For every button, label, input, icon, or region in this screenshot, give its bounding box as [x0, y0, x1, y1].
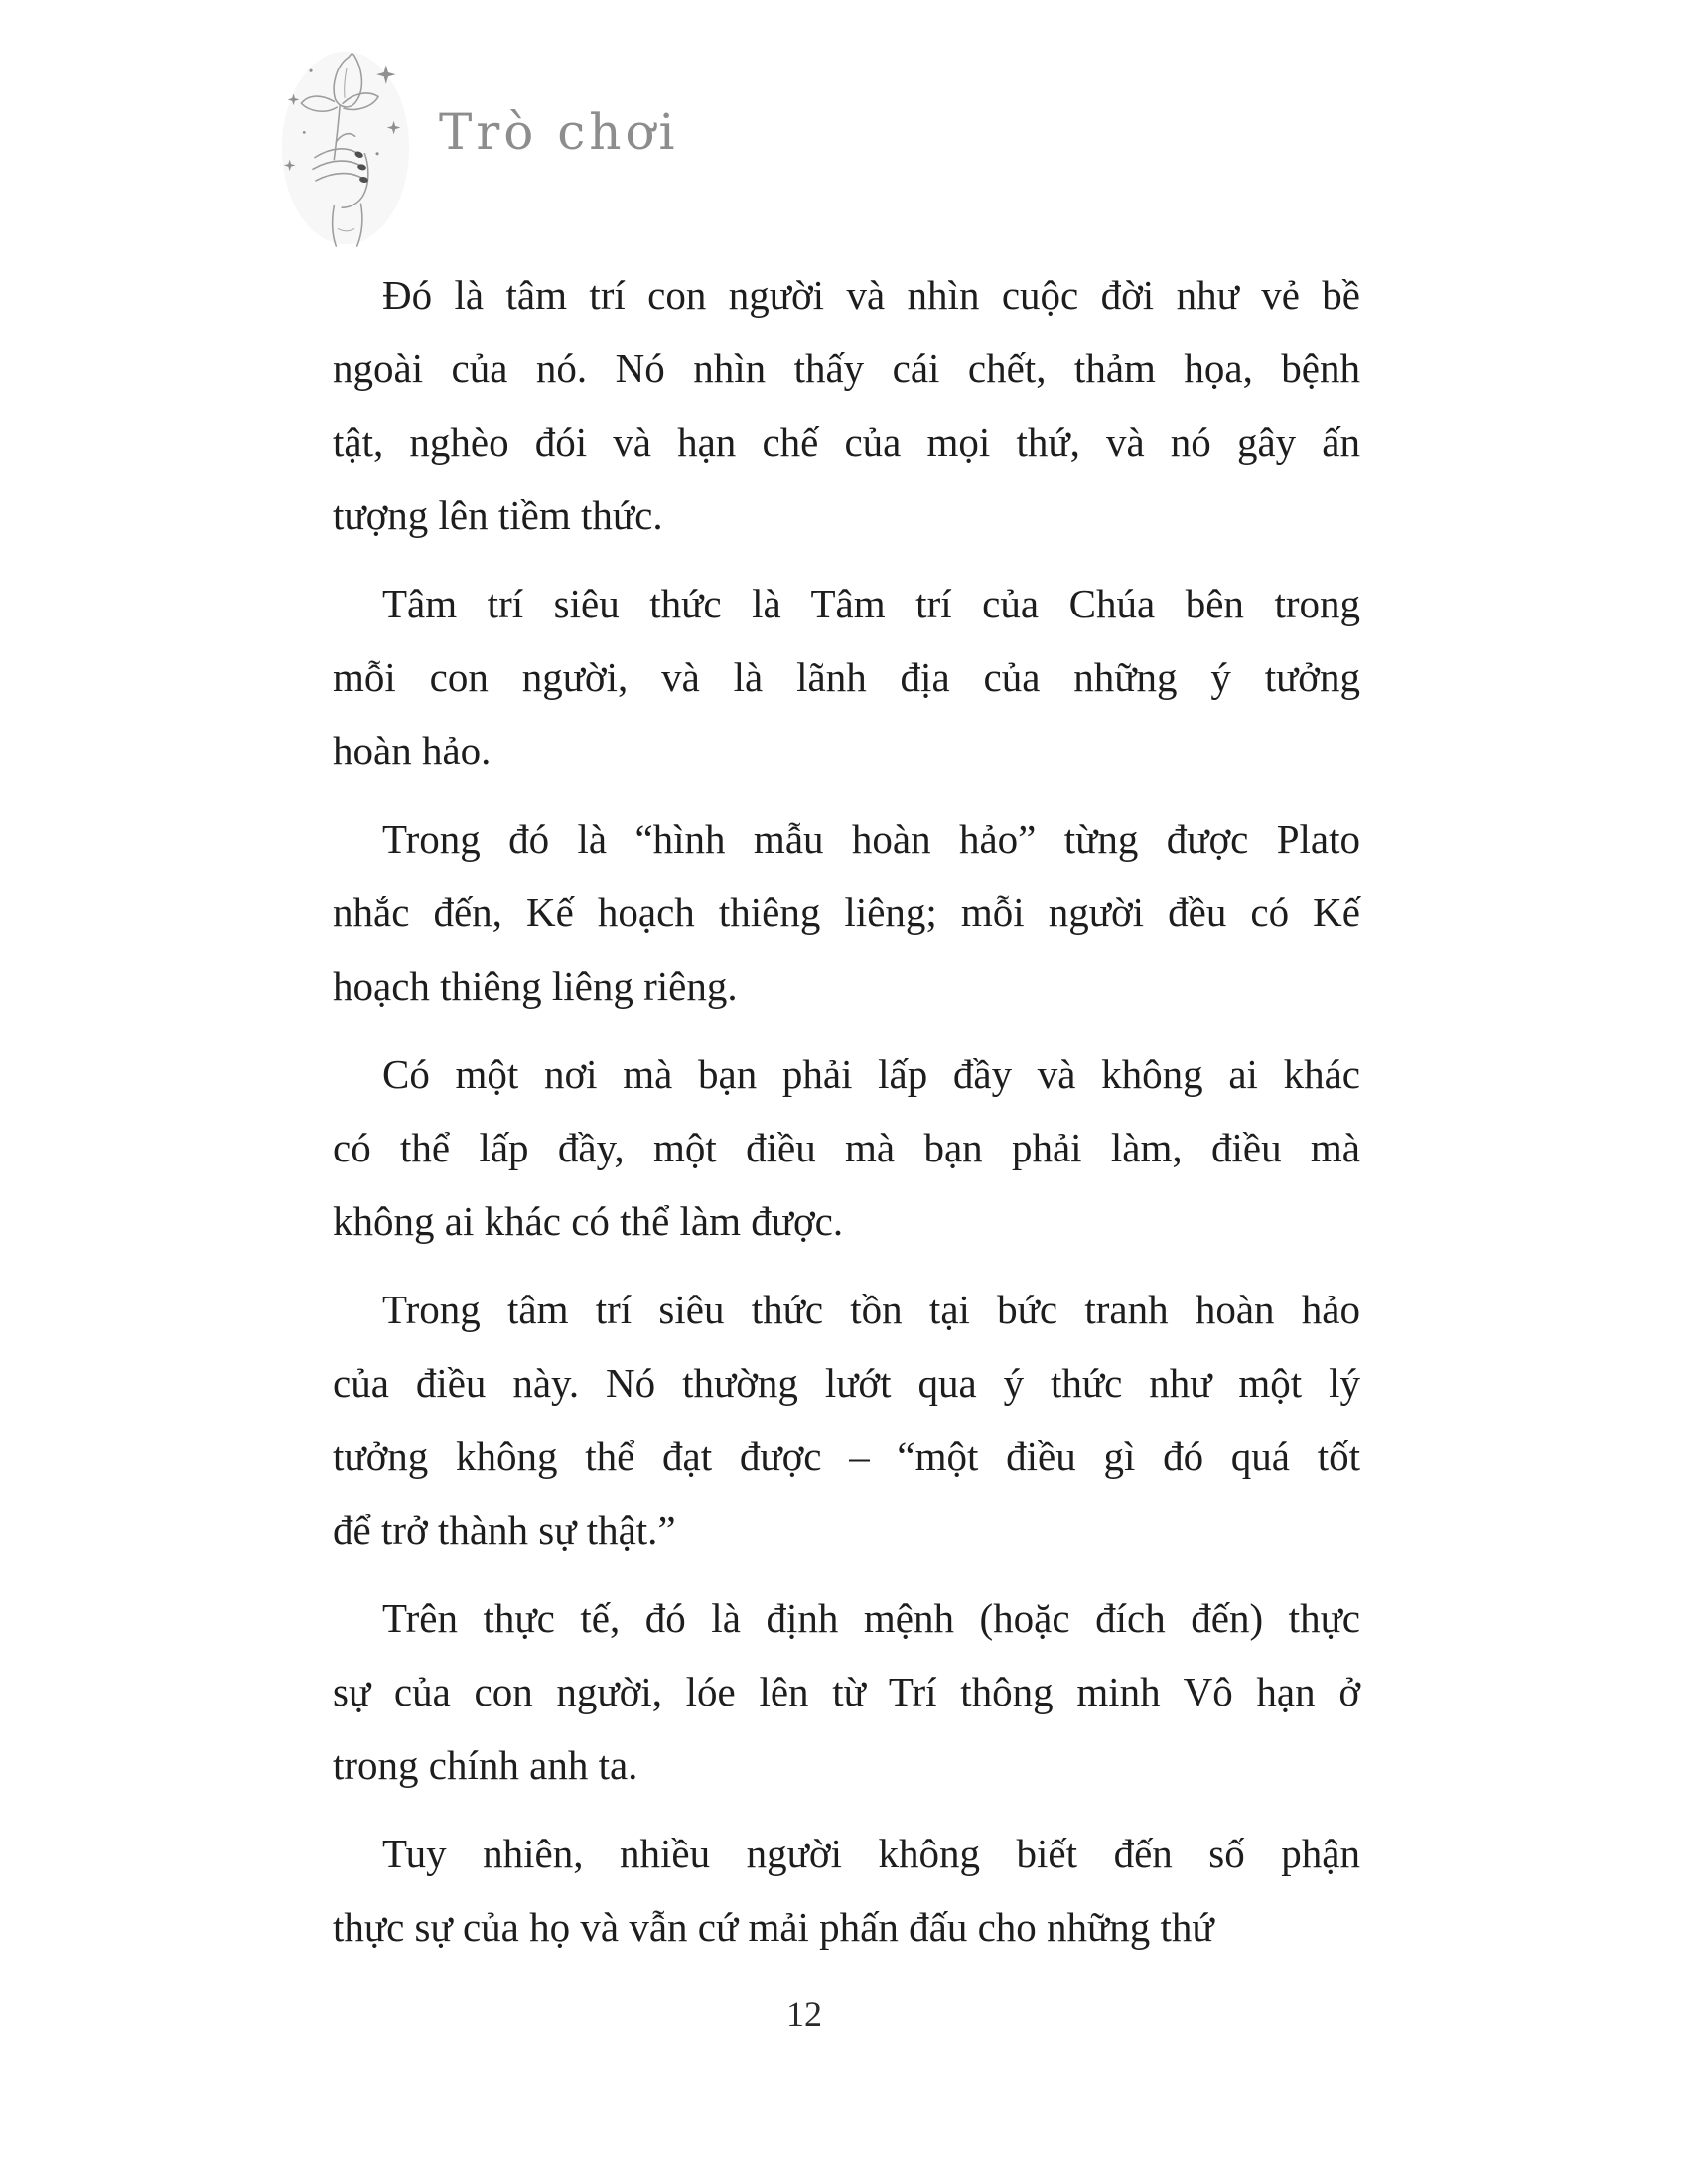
paragraph	[333, 1273, 1360, 1567]
text-line: Trong đó là “hình mẫu hoàn hảo” từng được Plato	[382, 816, 1360, 862]
paragraph	[333, 567, 1360, 787]
paragraph	[333, 1581, 1360, 1802]
text-line: Tâm trí siêu thức là Tâm trí của Chúa bên trong	[382, 581, 1360, 626]
paragraph	[333, 1037, 1360, 1258]
text-line: trong chính anh ta.	[333, 1742, 638, 1788]
hand-holding-flower-illustration	[278, 36, 413, 256]
text-line: nhắc đến, Kế hoạch thiêng liêng; mỗi người đều có Kế	[333, 889, 1360, 935]
page-number: 12	[786, 1994, 822, 2034]
text-line: tật, nghèo đói và hạn chế của mọi thứ, và nó gây ấn	[333, 419, 1360, 465]
text-line: có thể lấp đầy, một điều mà bạn phải làm, điều mà	[333, 1125, 1360, 1170]
text-line: không ai khác có thể làm được.	[333, 1198, 844, 1244]
text-line: tưởng không thể đạt được – “một điều gì đó quá tốt	[333, 1433, 1360, 1479]
text-line: của điều này. Nó thường lướt qua ý thức như một lý	[333, 1360, 1360, 1406]
text-line: hoạch thiêng liêng riêng.	[333, 963, 738, 1009]
text-line: Trong tâm trí siêu thức tồn tại bức tranh hoàn hảo	[382, 1287, 1360, 1332]
text-line: để trở thành sự thật.”	[333, 1507, 676, 1553]
text-line: tượng lên tiềm thức.	[333, 492, 663, 538]
text-line: Tuy nhiên, nhiều người không biết đến số phận	[382, 1831, 1360, 1876]
page-header	[0, 0, 1688, 258]
text-line: thực sự của họ và vẫn cứ mải phấn đấu cho những thứ	[333, 1904, 1214, 1950]
hand-holding-flower-icon	[278, 36, 413, 256]
text-line: hoàn hảo.	[333, 728, 492, 773]
text-line: Trên thực tế, đó là định mệnh (hoặc đích đến) thực	[382, 1595, 1360, 1641]
paragraph	[333, 1817, 1360, 1964]
body-text	[333, 258, 1360, 1964]
text-line: ngoài của nó. Nó nhìn thấy cái chết, thảm họa, bệnh	[333, 345, 1360, 391]
text-line: sự của con người, lóe lên từ Trí thông minh Vô hạn ở	[333, 1669, 1360, 1714]
text-line: Đó là tâm trí con người và nhìn cuộc đời như vẻ bề	[382, 272, 1360, 318]
text-line: Có một nơi mà bạn phải lấp đầy và không ai khác	[382, 1051, 1360, 1097]
paragraph	[333, 258, 1360, 552]
text-line: mỗi con người, và là lãnh địa của những ý tưởng	[333, 654, 1360, 700]
paragraph	[333, 802, 1360, 1023]
chapter-title: Trò chơi	[439, 103, 679, 161]
